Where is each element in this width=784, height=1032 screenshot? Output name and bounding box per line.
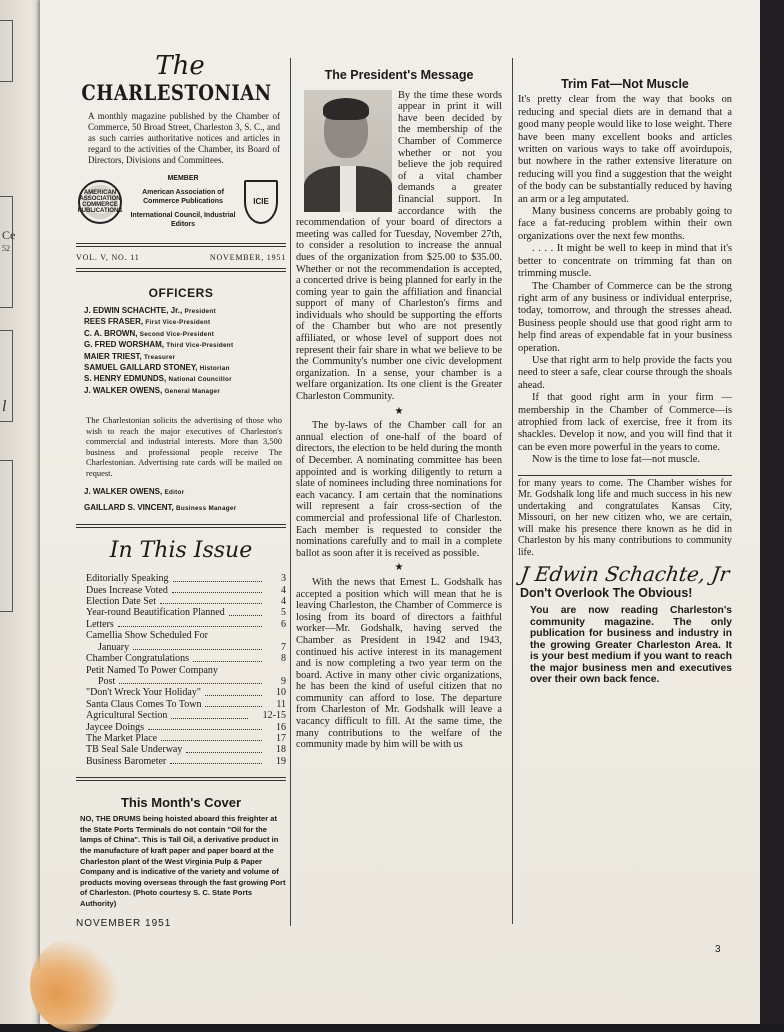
officer-row [84,363,286,374]
toc-item [86,744,286,755]
toc-item [86,573,286,584]
officers-heading: OFFICERS [148,286,214,300]
toc-item [86,687,286,698]
toc-title: Petit Named To Power Company [86,664,218,676]
volume-number: VOL. V, NO. 11 [76,253,140,262]
prev-page-box [0,196,16,308]
officer-name: MAIER TRIEST, [84,351,142,361]
prev-page-fragment: Ce [2,228,16,242]
officer-role: Historian [199,365,230,373]
trim-fat-paragraph: Many business concerns are probably going to face a fat-reducing problem within their own organizations over the next few months. [518,206,732,242]
presidents-message-paragraph: By the time these words appear in print it will have been decided by the membership of the Chamber of Commerce whether or not you believe the job required of a vital chamber demands a greater financial support. In accordance with the recommendation of your board of directors a meeting was called for Tuesday, November 27th, to consider a resolution to increase the annual dues of the organization from $25.00 to $35.00. Whether or not the recommendation is accepted, a concerted drive is being planned for early in the coming year to gain the affiliation and financial support of many of Charleston's firms and individuals who should be supporting the efforts of the Chamber but who are not presently affiliated, or whose level of support does not represent their fair share in what we believe to be the Community's number one civic development organization. In a sense, your chamber is a welfare organization. Its one client is the Greater Charleston Community. [296,89,502,403]
toc-page: 3 [281,573,286,585]
toc-item-continued [86,642,286,653]
officer-name: J. EDWIN SCHACHTE, Jr., [84,306,183,315]
toc-page: 8 [281,653,286,665]
staff-role: Business Manager [176,505,237,513]
member-line: International Council, Industrial Editors [130,212,236,228]
officer-name: J. WALKER OWENS, [84,385,163,395]
staff-row [84,500,286,516]
toc-heading: In This Issue [109,538,253,564]
toc-title: TB Seal Sale Underway [86,744,183,756]
officer-row [84,374,286,385]
table-of-contents [86,573,286,767]
cover-caption: NO, THE DRUMS being hoisted aboard this freighter at the State Ports Terminals do not contain "Oil for the lamps of China". This is Tall Oil, a derivative product in the manufacture of kraft paper and paper board at the Charleston plant of the West Virginia Pulp & Paper Company and is indicative of the variety and volume of products moving overseas through the fast growing Port of Charleston. (Photo courtesy S. C. State Ports Authority) [80,814,286,908]
toc-item [86,607,286,618]
volume-line [76,253,286,262]
toc-item [86,619,286,630]
obvious-heading: Don't Overlook The Obvious! [520,585,693,600]
toc-item-continued [86,676,286,687]
toc-title-cont: Post [98,675,116,687]
trim-fat-paragraph: If that good right arm in your firm —membership in the Chamber of Commerce—is atrophied from lack of exercise, free it from its shackles. Develop it now, and you will find that it can be even more powerful in the years to come. [518,392,732,453]
officer-row [84,386,286,397]
toc-page: 18 [276,744,286,756]
presidents-message-continued: for many years to come. The Chamber wishes for Mr. Godshalk long life and much success in his new undertaking and congratulates Kansas City, Missouri, on her new citizen who, we are certain, will make his presence there known as he did in Charleston by his many contributions to community life. [518,477,732,558]
staff-list [84,484,286,516]
toc-page: 12-15 [262,710,286,722]
officer-row [84,352,286,363]
officer-row [84,306,286,317]
toc-title: Chamber Congratulations [86,653,190,665]
president-signature: J Edwin Schachte, Jr [519,562,731,587]
obvious-text: You are now reading Charleston's community magazine. The only publication for business and industry in the growing Greater Charleston Area. It is your best medium if you want to reach the major business men and executives over their own back fence. [530,604,732,686]
toc-title: Letters [86,618,114,630]
masthead-the: The [155,51,205,81]
star-divider: ★ [394,405,404,417]
toc-title: Santa Claus Comes To Town [86,698,202,710]
toc-page: 10 [276,687,286,699]
toc-item [86,722,286,733]
toc-page: 4 [281,584,286,596]
column-rule [290,58,291,926]
cover-heading: This Month's Cover [120,795,242,811]
footer-date: NOVEMBER 1951 [76,918,172,929]
double-rule [76,268,286,272]
trim-fat-paragraph: Now is the time to lose fat—not muscle. [532,454,700,466]
toc-item [86,596,286,607]
toc-page: 5 [281,607,286,619]
staff-name: GAILLARD S. VINCENT, [84,503,174,513]
toc-page: 4 [281,596,286,608]
toc-page: 6 [281,618,286,630]
officer-name: S. HENRY EDMUNDS, [84,374,167,384]
double-rule [76,243,286,247]
toc-title: Camellia Show Scheduled For [86,630,208,642]
officer-role: President [184,308,216,315]
toc-item [86,699,286,710]
icie-shield-icon: ICIE [244,180,278,224]
trim-fat-paragraph: Use that right arm to help provide the facts you need to steer a safe, clear course through the shoals ahead. [518,354,732,391]
toc-title: Editorially Speaking [86,573,169,585]
toc-item [86,585,286,596]
officer-row [84,329,286,340]
commerce-seal-icon: AMERICAN ASSOCIATION COMMERCE PUBLICATIONS [78,180,122,224]
water-stain [30,937,120,1032]
toc-item [86,653,286,664]
toc-title: Year-round Beautification Planned [86,607,225,619]
toc-title: Dues Increase Voted [86,584,168,596]
trim-fat-paragraph: The Chamber of Commerce can be the strong right arm of any business or individual enterprise, today, tomorrow, and through the stresses ahead. Business people should use that good right arm to help find areas of expendable fat in your business operation. [518,280,732,354]
prev-page-fragment: 52 [2,244,10,253]
president-portrait [304,90,392,212]
toc-item [86,733,286,744]
page-number: 3 [715,944,721,955]
officer-role: Second Vice-President [139,330,215,338]
double-rule [76,777,286,781]
toc-title: "Don't Wreck Your Holiday" [86,687,201,699]
toc-item [86,710,286,721]
previous-page-edge [0,0,45,1024]
toc-title: Election Date Set [86,596,156,608]
section-rule [518,475,732,476]
officer-role: National Councillor [168,376,232,384]
trim-fat-heading: Trim Fat—Not Muscle [561,77,689,91]
toc-title: Agricultural Section [86,710,168,722]
trim-fat-paragraph: . . . . It might be well to keep in mind that it's better to concentrate on trimming fat than on trimming muscle. [518,243,732,280]
toc-title: The Market Place [86,732,158,744]
officer-role: Treasurer [144,353,176,361]
toc-page: 17 [276,732,286,744]
prev-page-box [0,20,13,82]
toc-item [86,665,286,676]
officer-role: General Manager [164,387,221,395]
toc-page: 9 [281,675,286,687]
member-notice [128,174,238,229]
officer-role: Third Vice-President [166,342,234,350]
officer-name: G. FRED WORSHAM, [84,340,164,350]
staff-name: J. WALKER OWENS, [84,487,163,497]
member-title: MEMBER [167,175,199,182]
toc-title-cont: January [98,641,130,653]
officer-role: First Vice-President [145,319,211,327]
left-column [66,52,286,910]
toc-page: 16 [276,721,286,733]
staff-row [84,484,286,500]
prev-page-fragment: l [2,398,7,415]
staff-role: Editor [164,489,185,497]
masthead-title: CHARLESTONIAN [81,80,272,105]
trim-fat-paragraph: It's pretty clear from the way that books on reducing and special diets are in demand that a good many people would like to lose weight. There have been many excellent books and articles written on various ways to take off avoirdupois, but nowhere in the rather extensive literature on reducing will you find a suggestion that the weight of the body can be substantially reduced by having an arm or a leg amputated. [518,94,732,205]
masthead-blurb: A monthly magazine published by the Chamber of Commerce, 50 Broad Street, Charleston 3, S. C., and as such carries authoritative notices and articles in regard to the activities of the Chamber, its Board of Directors, Divisions and Committees. [88,111,280,165]
member-line: American Association of Commerce Publications [142,189,224,205]
officer-name: C. A. BROWN, [84,328,138,338]
toc-page: 19 [276,755,286,767]
officer-name: REES FRASER, [84,317,144,327]
officer-row [84,340,286,351]
membership-emblems [78,174,278,229]
presidents-message-column [296,70,502,751]
issue-date: NOVEMBER, 1951 [209,253,286,262]
column-rule [512,58,513,924]
toc-item [86,756,286,767]
officer-row [84,317,286,328]
toc-title: Jaycee Doings [86,721,145,733]
toc-title: Business Barometer [86,755,167,767]
toc-item [86,630,286,641]
presidents-message-paragraph: With the news that Ernest L. Godshalk has accepted a position which will mean that he is leaving Charleston, the Chamber of Commerce is losing from its board of directors a faithful worker—Mr. Godshalk, having served the Chamber as President in 1942 and 1943, continued his active interest in its management and is now completing a two year term on the board. Active in many other civic organizations, he has been the kind of useful citizen that no community can afford to lose. The departure from Charleston of Mr. Godshalk will leave a vacancy difficult to fill. At the same time, the many contributions to the welfare of the community made by him will be with us [296,576,502,751]
officers-list [84,306,286,397]
presidents-message-heading: The President's Message [324,68,474,82]
prev-page-box [0,460,13,612]
officer-name: SAMUEL GAILLARD STONEY, [84,363,198,373]
double-rule [76,524,286,528]
presidents-message-paragraph: The by-laws of the Chamber call for an annual election of one-half of the board of directors, the election to be held during the month of December. A nominating committee has been appointed and is working diligently to return a slate of nominees including three nominations for each vacancy. I am certain that the nominations will represent a fair cross-section of the commercial and professional life of Charleston. Each member is requested to consider the nominations carefully and to mail in a complete ballot as soon after it is received as possible. [296,420,502,559]
toc-page: 11 [276,698,286,710]
toc-page: 7 [281,641,286,653]
star-divider: ★ [394,562,404,574]
advertising-notice: The Charlestonian solicits the advertising of those who wish to reach the major executives of Charleston's commercial and industrial interests. More than 3,500 business and professional people receive The Charlestonian. Advertising rate cards will be mailed on request. [86,415,282,478]
magazine-page [40,0,760,1024]
trim-fat-column [518,78,732,686]
